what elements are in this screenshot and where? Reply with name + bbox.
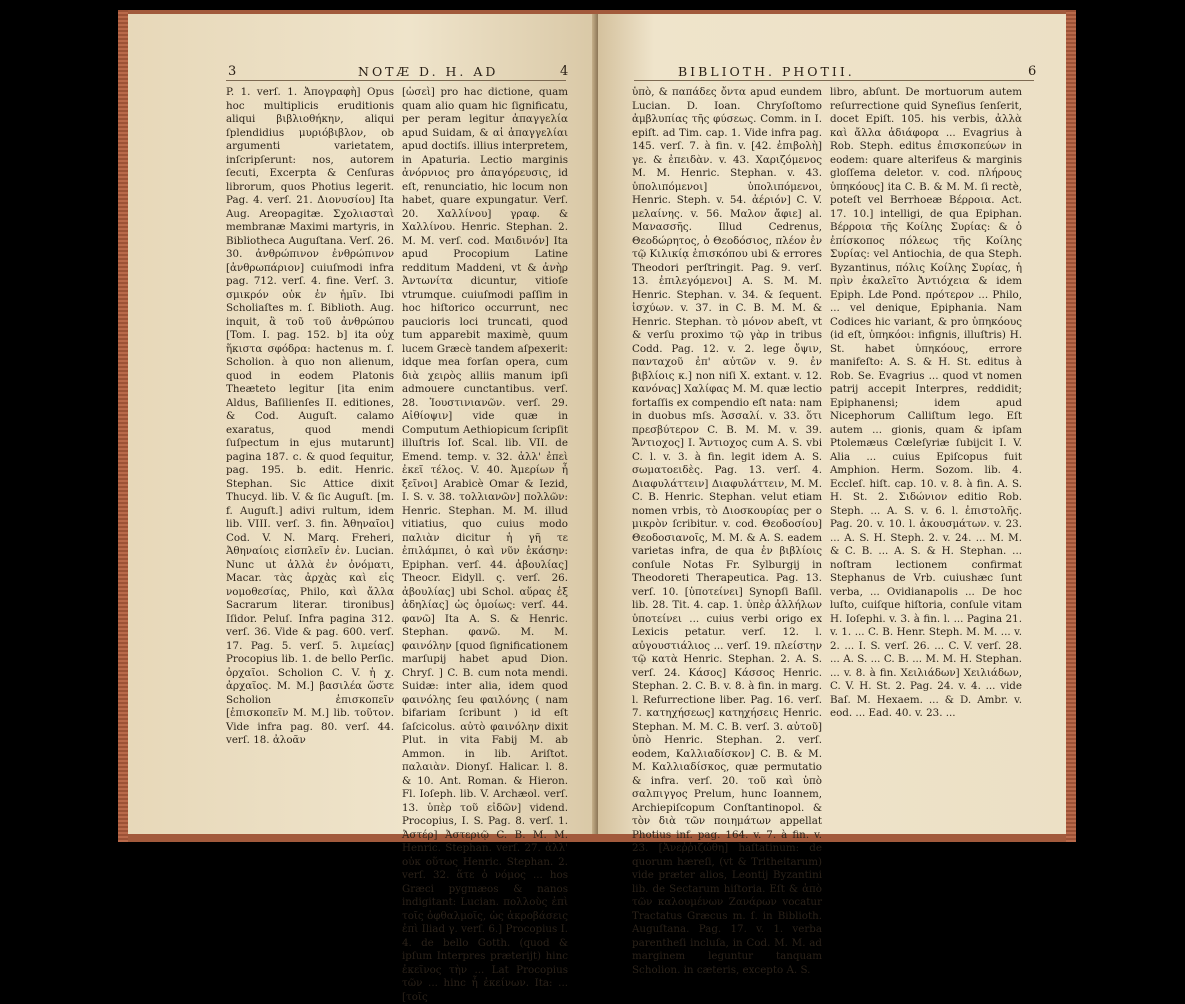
left-column-1 (226, 86, 394, 821)
left-column-2 (402, 86, 568, 1003)
left-page-edge (118, 10, 128, 842)
open-book (118, 10, 1076, 1003)
left-running-head: NOTÆ D. H. AD (358, 64, 499, 79)
left-page-number: 3 (228, 64, 237, 79)
right-column-2 (830, 86, 1022, 821)
right-column-2-text: libro, abſunt. De mortuorum autem reſurrectione quid Syneſius ſenſerit, docet Epiſt. 105. his verbis, ἀλλὰ καὶ ἄλλα ἀδιάφορα ... Evagrius à Rob. Steph. editus ἐπισκοπεύων in eodem: quare alterifeus & marginis gloſſema deletor. v. cod. πλήρους ὑπηκόους] ita C. B. & M. M. ſi rectè, poteſt vel Berrhoeæ Βέρροια. Act. 17. 10.] intelligi, de qua Epiphan. Βέρροια τῆς Κοίλης Συρίας: & ὁ ἐπίσκοπος πόλεως τῆς Κοίλης Συρίας: vel Antiochia, de qua Steph. Byzantinus, πόλις Κοίλης Συρίας, ἡ πρὶν ἐκαλεῖτο Ἀντιόχεια & idem Epiph. Lde Pond. πρότερον ... Philo, ... vel denique, Epiphania. Nam Codices hic variant, & pro ὑπηκόους (id eſt, ὑπηκόοι: infignis, illuſtris) H. St. habet ὑπηκόους, errore manifeſto: A. S. & H. St. editus à Rob. Se. Evagrius ... quod vt nomen patrij accepit Interpres, reddidit; Epiphanensi; idem apud Nicephorum Calliſtum lego. Eſt autem ... gionis, quam & ipſam Ptolemæus Cœleſyriæ ſubijcit I. V. Alia ... cuius Epiſcopus fuit Amphion. Herm. Sozom. lib. 4. Eccleſ. hiſt. cap. 10. v. 8. à fin. A. S. H. St. 2. Σιδώνιον editio Rob. Steph. ... A. S. v. 6. l. ἐπιστολῆς. Pag. 20. v. 10. l. ἀκουσμάτων. v. 23. ... A. S. H. Steph. 2. v. 24. ... M. M. & C. B. ... A. S. & H. Stephan. ... noſtram lectionem confirmat Stephanus de Vrb. cuiushæc ſunt verba, ... Ovidianapolis ... De hoc luſto, cuiſque hiſtoria, conſule vitam H. Ioſephi. v. 3. à fin. l. ... Pagina 21. v. 1. ... C. B. Henr. Steph. M. M. ... v. 2. ... I. S. verſ. 26. ... C. V. verſ. 28. ... A. S. ... C. B. ... M. M. H. Stephan. ... v. 8. à fin. Χειλιάδων] Χειλιάδων, C. V. H. St. 2. Pag. 24. v. 4. ... vide Baſ. M. Hexaem. ... & D. Ambr. v. eod. ... Ead. 40. v. 23. ... (830, 86, 1022, 719)
left-page-number-right: 4 (560, 64, 569, 79)
right-page-edge (1066, 10, 1076, 842)
right-running-head: BIBLIOTH. PHOTII. (678, 64, 855, 79)
right-page-number: 6 (1028, 64, 1037, 79)
left-page (128, 14, 598, 1003)
right-column-1 (632, 86, 822, 976)
left-header-rule (226, 80, 566, 81)
left-column-1-text: P. 1. verſ. 1. Ἀπογραφὴ] Opus hoc multiplicis eruditionis aliqui βιβλιοθήκην, aliqui ſplendidius μυριόβιβλον, ob argumenti varietatem, inſcripſerunt: nos, autorem ſecuti, Excerpta & Cenſuras librorum, quos Photius legerit. Pag. 4. verſ. 21. Διονυσίου] Ita Aug. Areopagitæ. Σχολιασταὶ membranæ Maximi martyris, in Bibliotheca Auguſtana. Verſ. 26. 30. ἀνθρώπινον ἐνθρώπινον [ἀνθρωπάριον] cuiuſmodi infra pag. 712. verſ. 4. fine. Verſ. 3. σμικρόν οὐκ ἐν ἡμῖν. Ibi Scholiaſtes m. ſ. Biblioth. Aug. inquit, ἃ τοῦ τοῦ ἀνθρώπου [Tom. I. pag. 152. b] ita οὐχ ἥκιστα σφόδρα: hactenus m. ſ. Scholion. à quo non alienum, quod in eodem Platonis Theæteto legitur [ita enim Aldus, Baſilienſes II. editiones, & Cod. Auguſt. calamo exaratus, quod mendi ſuſpectum in ejus mutarunt] pagina 187. c. & quod ſequitur, pag. 195. b. edit. Henric. Stephan. Sic Attice dixit Thucyd. lib. V. & ſic Auguſt. [m. f. Auguſt.] adivi rultum, idem lib. VIII. verſ. 3. fin. Ἀθηναῖοι] Cod. V. N. Marq. Freheri, Ἀθηναίοις εἰσπλεῖν ἐν. Lucian. Nunc ut ἀλλὰ ἐν ὀνόματι, Macar. τὰς ἀρχὰς καὶ εἰς νομοθεσίας, Philo, καὶ ἄλλα Sacrarum literar. tironibus] Iſidor. Peluſ. Infra pagina 312. verſ. 36. Vide & pag. 600. verſ. 17. Pag. 5. verſ. 5. λιμείας] Procopius lib. 1. de bello Perſic. ὀρχαῖοι. Scholion C. V. ἡ χ. ἀρχαῖος. M. M.] βασιλέα ὥστε Scholion ἐπισκοπεῖν [ἐπισκοπεῖν M. M.] lib. τοῦτον. Vide infra pag. 80. verſ. 44. verſ. 18. ἀλοᾶν (226, 86, 394, 746)
right-page (598, 14, 1066, 976)
right-column-1-text: ὑπὸ, & παπάδες ὄντα apud eundem Lucian. D. Ioan. Chryſoſtomo ἀμβλυπίας τῆς φύσεως. Comm. in I. epiſt. ad Tim. cap. 1. Vide infra pag. 145. verſ. 7. à fin. v. [42. ἐπιβολὴ] γε. & ἐπειδὰν. v. 43. Χαριζόμενος M. M. Henric. Stephan. v. 43. ὑπολιπόμενοι] ὑπολιπόμενοι, Henric. Steph. v. 54. ἀέριόν] C. V. μελαίνης. v. 56. Μαλον ἄφιε] al. Μανασσῆς. Illud Cedrenus, Θεοδώρητος, ὁ Θεοδόσιος, πλέον ἐν τῷ Κιλικίᾳ ἐπισκόπου ubi & errores Theodori perſtringit. Pag. 9. verſ. 13. ἐπιλεγόμενοι] A. S. M. M. Henric. Stephan. v. 34. & ſequent. ἰσχύων. v. 37. in C. B. M. M. & Henric. Stephan. τὸ μόνον abeſt, vt & verſu proximo τῷ γὰρ in tribus Codd. Pag. 12. v. 2. lege ὄψιν, πανταχοῦ ἐπ' αὐτῶν v. 9. ἐν βιβλίοις κ.] non niſi X. extant. v. 12. κανόνας] Χαλίφας M. M. quæ lectio fortaſſis ex compendio eſt nata: nam in duobus mſs. Ἀσσαλί. v. 33. ὅτι πρεσβύτερον C. B. M. M. v. 39. Ἄντιοχος] I. Ἄντιοχος cum A. S. vbi C. l. v. 3. à fin. legit idem A. S. σωματοειδὲς. Pag. 13. verſ. 4. Διαφυλάττειν] Διαφυλάττειν, M. M. C. B. Henric. Stephan. velut etiam nomen vrbis, τὸ Διοσκουρίας per ο μικρὸν ſcribitur. v. cod. Θεοδοσίου] Θεοδοσιανοῖς, M. M. & A. S. eadem varietas infra, de qua ἐν βιβλίοις conſule Notas Fr. Sylburgij in Theodoreti Therapeutica. Pag. 13. verſ. 10. [ὑποτείνει] Synopſi Baſil. lib. 28. Tit. 4. cap. 1. ὑπὲρ ἀλλήλων ὑποτείνει ... cuius verbi origo ex Lexicis petatur. verſ. 12. l. αὐγουστιάλιος ... verſ. 19. πλείστην τῷ κατὰ Henric. Stephan. 2. A. S. verſ. 24. Κάσος] Κάσσος Henric. Stephan. 2. C. B. v. 8. à fin. in marg. l. Refurrectione liber. Pag. 16. verſ. 7. κατηχήσεως] κατηχήσεις Henric. Stephan. M. M. C. B. verſ. 3. αὐτοῦ] ὑπὸ Henric. Stephan. 2. verſ. eodem, Καλλιαδίσκον] C. B. & M. M. Καλλιαδίσκος, quæ permutatio & infra. verſ. 20. τοῦ καὶ ὑπὸ σαλπιγγος Prelum, hunc Ioannem, Archiepiſcopum Conſtantinopol. & τὸν διὰ τῶν ποιημάτων appellat Photius inf. pag. 164. v. 7. à fin. v. 23. [Ἀνεῤῥιζώθη] haſtatinum: de quorum hæreſi, (vt & Tritheitarum) vide præter alios, Leontij Byzantini lib. de Sectarum hiſtoria. Eſt & ἀπὸ τῶν καλουμένων Ζανάρων vocatur Tractatus Græcus m. ſ. in Biblioth. Auguſtana. Pag. 17. v. 1. verba parentheſi incluſa, in Cod. M. M. ad marginem leguntur tanquam Scholion. in cæteris, excepto A. S. (632, 86, 822, 976)
right-header-rule (634, 80, 1034, 81)
left-column-2-text: [ὡσεὶ] pro hac dictione, quam quam alio quam hic ſignificatu, per peram legitur ἀπαγγελία apud Suidam, & αἱ ἀπαγγελίαι apud doctiſs. illius interpretem, in Apaturia. Lectio marginis ἀνόρνιος pro ἀπαγόρευσις, id eſt, renunciatio, hic locum non habet, quare expungatur. Verſ. 20. Χαλλίνου] γραφ. & Χαλλίνου. Henric. Stephan. 2. M. M. verſ. cod. Μαιδινόν] Ita apud Procopium Latine redditum Maddeni, vt & ἀνὴρ Ἀντωνίτα dicuntur, vitioſe vtrumque. cuiuſmodi paſſim in hoc hiſtorico occurrunt, nec paucioris loci truncati, quod tum apparebit maximè, quum lucem Græcè tandem aſpexerit: idque mea forſan opera, cum διὰ χειρὸς alliis manum ipſi admouere cunctantibus. verſ. 28. Ἰουστινιανῶν. verſ. 29. Αἰθίοψιν] vide quæ in Computum Aethiopicum ſcripſit illuſtris Iof. Scal. lib. VII. de Emend. temp. v. 32. ἀλλ' ἐπεὶ ἐκεῖ τέλος. V. 40. Ἀμερίων ἦ ξεῖνοι] Arabicè Omar & Iezid, I. S. v. 38. τολλιανῶν] πολλῶν: Henric. Stephan. M. M. illud vitiatius, quo cuius modo παλιὰν dicitur ἡ γῆ τε ἐπιλάμπει, ὁ καὶ νῦν ἑκάσην: Epiphan. verſ. 44. ἀβουλίας] Theocr. Eidyll. ς. verſ. 26. ἀβουλίας] ubi Schol. αὕρας ἐξ ἀδηλίας] ὡς ὁμοίως: verſ. 44. φανῶ] Ita A. S. & Henric. Stephan. φανῶ. M. M. φαινόλην [quod ſignificationem marſupij habet apud Dion. Chryſ. ] C. B. cum nota mendi. Suidæ: inter alia, idem quod φαινόλης ſeu φαιλόνης ( nam bifariam ſcribunt ) id eſt ſaſcicolus. αὐτὸ φαινόλην dixit Plut. in vita Fabij M. ab Ammon. in lib. Ariſtot. παλαιὰν. Dionyſ. Halicar. l. 8. & 10. Ant. Roman. & Hieron. Fl. Ioſeph. lib. V. Archæol. verſ. 13. ὑπὲρ τοῦ εἰδῶν] vidend. Procopius, I. S. Pag. 8. verſ. 1. Ἀστέρ] Ἀστεριῷ C. B. M. M. Henric. Stephan. verſ. 27. ἀλλ' οὐκ οὕτως Henric. Stephan. 2. verſ. 32. ἅτε ὁ νόμος ... hos Græci pygmæos & nanos indigitant: Lucian. πολλοὺς ἐπὶ τοῖς ὀφθαλμοῖς, ὡς ἀκροβάσεις ἐπὶ Iliad γ. verſ. 6.] Procopius I. 4. de bello Gotth. (quod & ipſum Interpres præterijt) hinc ἐκεῖνος τὴν ... Lat Procopius τῶν ... hinc ἦ ἐκείνων. Ita: ... [τοῖς (402, 86, 568, 1003)
